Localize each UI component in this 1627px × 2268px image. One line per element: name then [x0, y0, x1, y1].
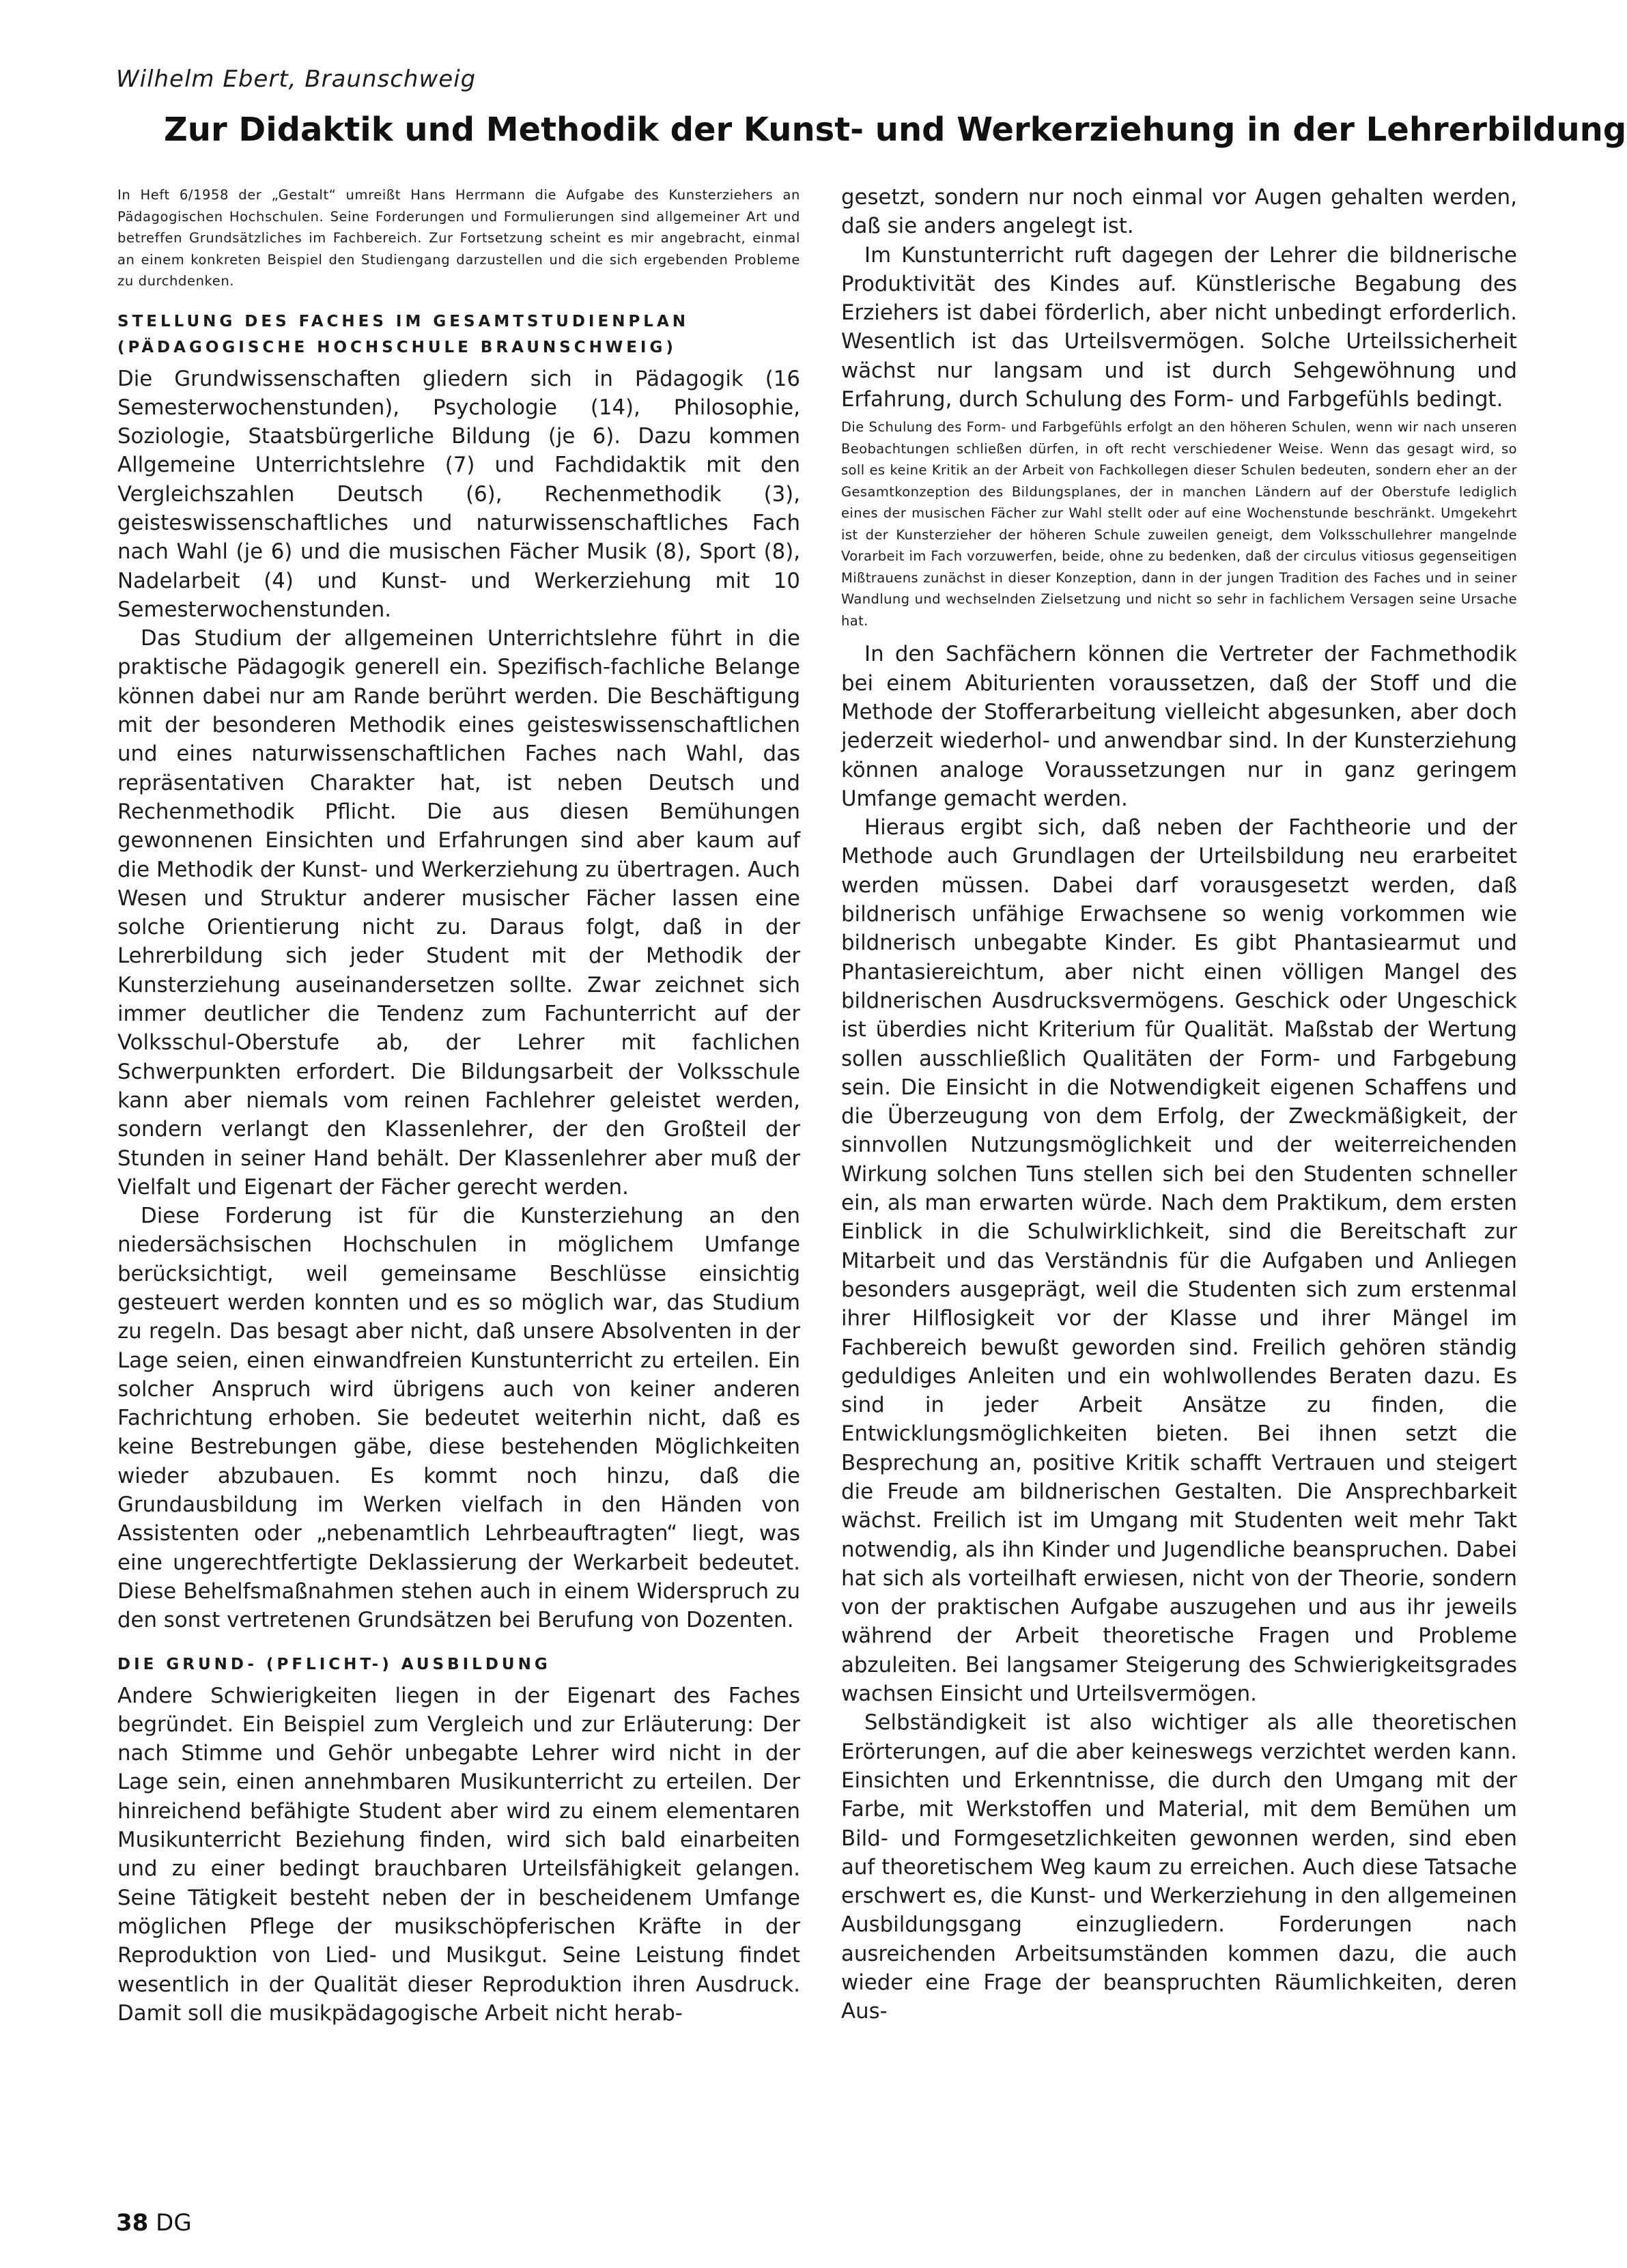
body-paragraph: Das Studium der allgemeinen Unterrichtslehre führt in die praktische Pädagogik generell ein. Spezifisch-fachliche Belange können dabei nur am Rande berührt werden. Die Beschäftigung mit der besonderen Methodik eines geisteswissenschaftlichen und eines naturwissenschaftlichen Faches nach Wahl, das repräsentativen Charakter hat, ist neben Deutsch und Rechenmethodik Pflicht. Die aus diesen Bemühungen gewonnenen Einsichten und Erfahrungen sind aber kaum auf die Methodik der Kunst- und Werkerziehung zu übertragen. Auch Wesen und Struktur anderer musischer Fächer lassen eine solche Orientierung nicht zu. Daraus folgt, daß in der Lehrerbildung sich jeder Student mit der Methodik der Kunsterziehung auseinandersetzen sollte. Zwar zeichnet sich immer deutlicher die Tendenz zum Fachunterricht auf der Volksschul-Oberstufe ab, der Lehrer mit fachlichen Schwerpunkten erfordert. Die Bildungsarbeit der Volksschule kann aber niemals vom reinen Fachlehrer geleistet werden, sondern verlangt den Klassenlehrer, der den Großteil der Stunden in seiner Hand behält. Der Klassenlehrer aber muß der Vielfalt und Eigenart der Fächer gerecht werden.	[117, 626, 800, 1200]
body-paragraph: Die Grundwissenschaften gliedern sich in Pädagogik (16 Semesterwochenstunden), Psychologie (14), Philosophie, Soziologie, Staatsbürgerliche Bildung (je 6). Dazu kommen Allgemeine Unterrichtslehre (7) und Fachdidaktik mit den Vergleichszahlen Deutsch (6), Rechenmethodik (3), geisteswissenschaftliches und naturwissenschaftliches Fach nach Wahl (je 6) und die musischen Fächer Musik (8), Sport (8), Nadelarbeit (4) und Kunst- und Werkerziehung mit 10 Semesterwochenstunden.	[117, 366, 800, 622]
small-print-note: Die Schulung des Form- und Farbgefühls erfolgt an den höheren Schulen, wenn wir nach unseren Beobachtungen schließen dürfen, in oft recht verschiedener Weise. Wenn das gesagt wird, so soll es keine Kritik an der Arbeit von Fachkollegen dieser Schulen bedeuten, sondern eher an der Gesamtkonzeption des Bildungsplanes, der in manchen Ländern auf der Oberstufe lediglich eines der musischen Fächer zur Wahl stellt oder auf eine Wochenstunde beschränkt. Umgekehrt ist der Kunsterzieher der höheren Schule zuweilen geneigt, dem Volksschullehrer mangelnde Vorarbeit im Fach vorzuwerfen, beide, ohne zu bedenken, daß der circulus vitiosus gegenseitigen Mißtrauens zunächst in dieser Konzeption, dann in der jungen Tradition des Faches und in seiner Wandlung und wechselnden Zielsetzung und nicht so sehr in fachlichem Versagen seine Ursache hat.	[841, 419, 1517, 629]
body-paragraph: In den Sachfächern können die Vertreter der Fachmethodik bei einem Abiturienten voraussetzen, daß der Stoff und die Methode der Stofferarbeitung vielleicht abgesunken, aber doch jederzeit wiederhol- und anwendbar sind. In der Kunsterziehung können analoge Voraussetzungen nur in ganz geringem Umfange gemacht werden.	[841, 642, 1517, 811]
body-paragraph: Diese Forderung ist für die Kunsterziehung an den niedersächsischen Hochschulen in möglichem Umfange berücksichtigt, weil gemeinsame Beschlüsse einsichtig gesteuert werden konnten und es so möglich war, das Studium zu regeln. Das besagt aber nicht, daß unsere Absolventen in der Lage seien, einen einwandfreien Kunstunterricht zu erteilen. Ein solcher Anspruch wird übrigens auch von keiner anderen Fachrichtung erhoben. Sie bedeutet weiterhin nicht, daß es keine Bestrebungen gäbe, diese bestehenden Möglichkeiten wieder abzubauen. Es kommt noch hinzu, daß die Grundausbildung im Werken vielfach in den Händen von Assistenten oder „nebenamtlich Lehrbeauftragten“ liegt, was eine ungerechtfertigte Deklassierung der Werkarbeit bedeutet. Diese Behelfsmaßnahmen stehen auch in einem Widerspruch zu den sonst vertretenen Grundsätzen bei Berufung von Dozenten.	[117, 1204, 800, 1633]
left-column	[117, 184, 800, 2028]
body-paragraph: Selbständigkeit ist also wichtiger als alle theoretischen Erörterungen, auf die aber keineswegs verzichtet werden kann. Einsichten und Erkenntnisse, die durch den Umgang mit der Farbe, mit Werkstoffen und Material, mit dem Bemühen um Bild- und Formgesetzlichkeiten gewonnen werden, sind eben auf theoretischem Weg kaum zu erreichen. Auch diese Tatsache erschwert es, die Kunst- und Werkerziehung in den allgemeinen Ausbildungsgang einzugliedern. Forderungen nach ausreichenden Arbeitsumständen kommen dazu, die auch wieder eine Frage der beanspruchten Räumlichkeiten, deren Aus-	[841, 1710, 1517, 2024]
page-footer	[116, 2209, 192, 2237]
body-paragraph: Andere Schwierigkeiten liegen in der Eigenart des Faches begründet. Ein Beispiel zum Vergleich und zur Erläuterung: Der nach Stimme und Gehör unbegabte Lehrer wird nicht in der Lage sein, einen annehmbaren Musikunterricht zu erteilen. Der hinreichend befähigte Student aber wird zu einem elementaren Musikunterricht Beziehung finden, wird sich bald einarbeiten und zu einer bedingt brauchbaren Urteilsfähigkeit gelangen. Seine Tätigkeit besteht neben der in bescheidenem Umfange möglichen Pflege der musikschöpferischen Kräfte in der Reproduktion von Lied- und Musikgut. Seine Leistung findet wesentlich in der Qualität dieser Reproduktion ihren Ausdruck. Damit soll die musikpädagogische Arbeit nicht herab-	[117, 1683, 800, 2026]
journal-abbreviation: DG	[156, 2209, 192, 2237]
right-column	[841, 183, 1517, 2026]
section-heading-line: STELLUNG DES FACHES IM GESAMTSTUDIENPLAN	[117, 312, 690, 330]
section-heading-line: (PÄDAGOGISCHE HOCHSCHULE BRAUNSCHWEIG)	[117, 338, 677, 356]
intro-paragraph: In Heft 6/1958 der „Gestalt“ umreißt Hans Herrmann die Aufgabe des Kunsterziehers an Pädagogischen Hochschulen. Seine Forderungen und Formulierungen sind allgemeiner Art und betreffen Grundsätzliches im Fachbereich. Zur Fortsetzung scheint es mir angebracht, einmal an einem konkreten Beispiel den Studiengang darzustellen und die sich ergebenden Probleme zu durchdenken.	[117, 187, 800, 289]
section-heading-stellung	[117, 309, 800, 360]
body-paragraph: Im Kunstunterricht ruft dagegen der Lehrer die bildnerische Produktivität des Kindes auf. Künstlerische Begabung des Erziehers ist dabei förderlich, aber nicht unbedingt erforderlich. Wesentlich ist das Urteilsvermögen. Solche Urteilssicherheit wächst nur langsam und ist durch Sehgewöhnung und Erfahrung, durch Schulung des Form- und Farbgefühls bedingt.	[841, 242, 1517, 412]
section-heading-grundausbildung: DIE GRUND- (PFLICHT-) AUSBILDUNG	[117, 1655, 551, 1673]
author-line: Wilhelm Ebert, Braunschweig	[116, 66, 477, 93]
article-title: Zur Didaktik und Methodik der Kunst- und Werkerziehung in der Lehrerbildung	[164, 111, 1627, 149]
page-number: 38	[116, 2209, 149, 2237]
body-paragraph: Hieraus ergibt sich, daß neben der Fachtheorie und der Methode auch Grundlagen der Urteilsbildung neu erarbeitet werden müssen. Dabei darf vorausgesetzt werden, daß bildnerisch unfähige Erwachsene so wenig vorkommen wie bildnerisch unbegabte Kinder. Es gibt Phantasiearmut und Phantasiereichtum, aber nicht einen völligen Mangel des bildnerischen Ausdrucksvermögens. Geschick oder Ungeschick ist überdies nicht Kriterium für Qualität. Maßstab der Wertung sollen ausschließlich Qualitäten der Form- und Farbgebung sein. Die Einsicht in die Notwendigkeit eigenen Schaffens und die Überzeugung von dem Erfolg, der Zweckmäßigkeit, der sinnvollen Nutzungsmöglichkeit und der weiterreichenden Wirkung solchen Tuns stellen sich bei den Studenten schneller ein, als man erwarten würde. Nach dem Praktikum, dem ersten Einblick in die Schulwirklichkeit, sind die Bereitschaft zur Mitarbeit und das Verständnis für die Aufgaben und Anliegen besonders ausgeprägt, weil die Studenten sich zum erstenmal ihrer Hilflosigkeit vor der Klasse und ihrer Mängel im Fachbereich bewußt geworden sind. Freilich gehören ständig geduldiges Anleiten und ein wohlwollendes Beraten dazu. Es sind in jeder Arbeit Ansätze zu finden, die Entwicklungsmöglichkeiten bieten. Bei ihnen setzt die Besprechung an, positive Kritik schafft Vertrauen und steigert die Freude am bildnerischen Gestalten. Die Ansprechbarkeit wächst. Freilich ist im Umgang mit Studenten weit mehr Takt notwendig, als ihn Kinder und Jugendliche beanspruchen. Dabei hat sich als vorteilhaft erwiesen, nicht von der Theorie, sondern von der praktischen Aufgabe auszugehen und aus ihr jeweils während der Arbeit theoretische Fragen und Probleme abzuleiten. Bei langsamer Steigerung des Schwierigkeitsgrades wachsen Einsicht und Urteilsvermögen.	[841, 815, 1517, 1707]
body-paragraph: gesetzt, sondern nur noch einmal vor Augen gehalten werden, daß sie anders angelegt ist.	[841, 185, 1517, 239]
